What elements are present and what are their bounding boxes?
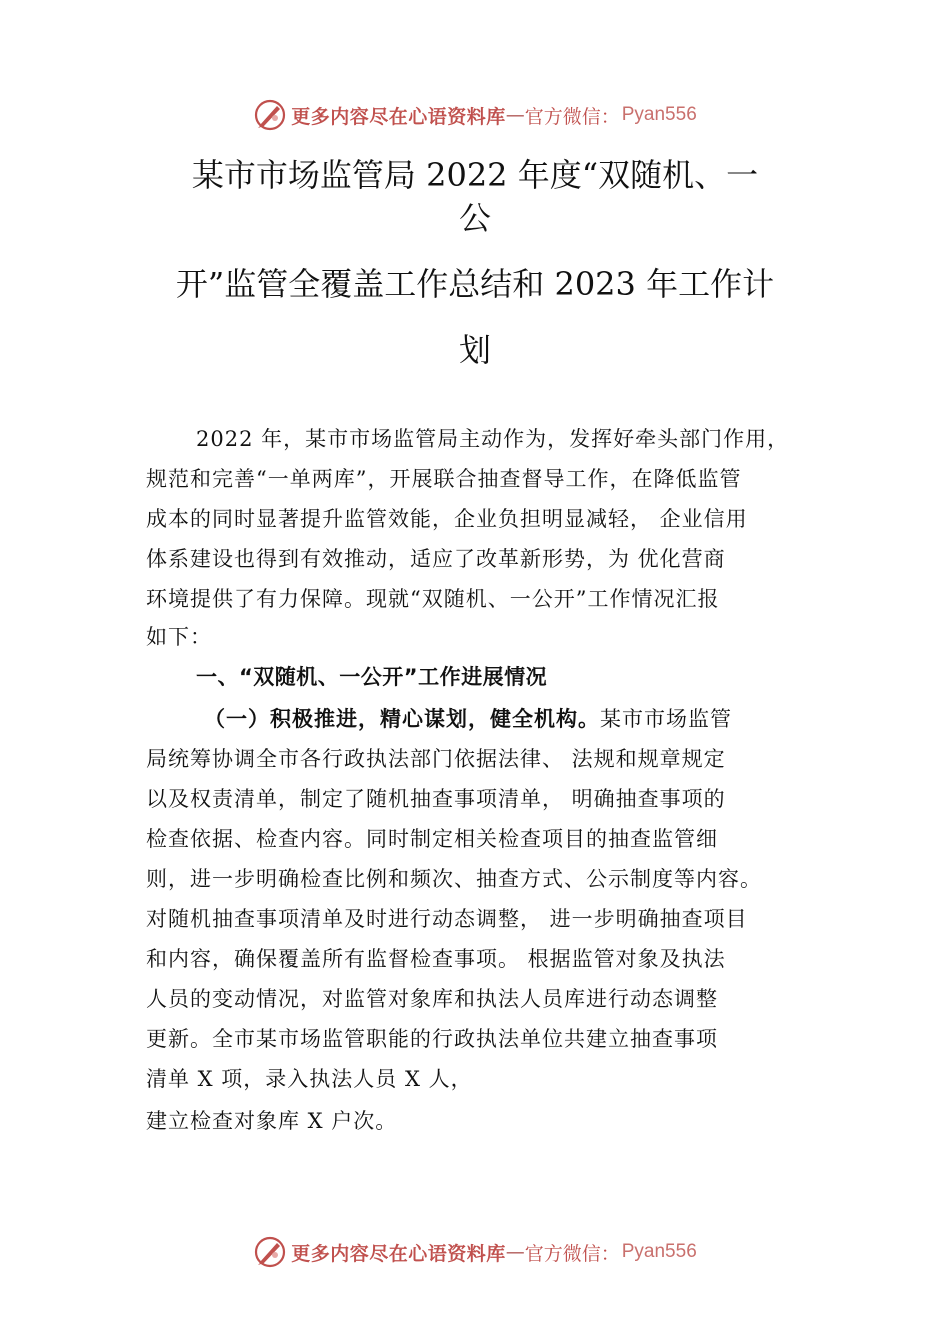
- body-line: 清单 X 项，录入执法人员 X 人，: [146, 1067, 473, 1091]
- subsection-first-line: [204, 704, 732, 734]
- body-line: 局统筹协调全市各行政执法部门依据法律、 法规和规章规定: [146, 747, 726, 771]
- body-line: 以及权责清单，制定了随机抽查事项清单， 明确抽查事项的: [146, 787, 726, 811]
- body-line: 更新。全市某市场监管职能的行政执法单位共建立抽查事项: [146, 1027, 718, 1051]
- watermark-separator: —: [505, 104, 525, 126]
- body-line: 对随机抽查事项清单及时进行动态调整， 进一步明确抽查项目: [146, 907, 748, 931]
- body-line: 建立检查对象库 X 户次。: [146, 1109, 398, 1133]
- pen-logo-icon: [253, 98, 287, 132]
- footer-watermark: [0, 1232, 950, 1272]
- pen-logo-icon: [253, 1235, 287, 1269]
- watermark-contact-id: Pyan556: [621, 1241, 697, 1262]
- intro-line: 成本的同时显著提升监管效能，企业负担明显减轻， 企业信用: [146, 507, 748, 531]
- intro-line: 体系建设也得到有效推动，适应了改革新形势，为 优化营商: [146, 547, 726, 571]
- watermark-site-text: 更多内容尽在心语资料库: [291, 1242, 506, 1265]
- header-watermark: [0, 95, 950, 135]
- section-heading: 一、“双随机、一公开”工作进展情况: [196, 665, 548, 689]
- document-title-line-4: 划: [458, 331, 491, 369]
- document-title-line-3: 开”监管全覆盖工作总结和 2023 年工作计: [175, 265, 775, 303]
- watermark-contact-id: Pyan556: [621, 104, 697, 125]
- intro-line: 如下：: [146, 625, 212, 649]
- body-line: 则，进一步明确检查比例和频次、抽查方式、公示制度等内容。: [146, 867, 762, 891]
- intro-line: 2022 年，某市市场监管局主动作为，发挥好牵头部门作用，: [196, 427, 790, 451]
- watermark-contact-label: 官方微信：: [524, 105, 620, 128]
- subsection-lead-rest: 某市市场监管: [600, 707, 732, 731]
- intro-line: 规范和完善“一单两库”，开展联合抽查督导工作，在降低监管: [146, 467, 742, 491]
- body-line: 检查依据、检查内容。同时制定相关检查项目的抽查监管细: [146, 827, 718, 851]
- document-title-line-1: 某市市场监管局 2022 年度“双随机、一: [191, 156, 759, 194]
- document-title-line-2: 公: [458, 199, 491, 237]
- intro-line: 环境提供了有力保障。现就“双随机、一公开”工作情况汇报: [146, 587, 720, 611]
- watermark-separator: —: [505, 1241, 525, 1263]
- watermark-site-text: 更多内容尽在心语资料库: [291, 105, 506, 128]
- body-line: 和内容，确保覆盖所有监督检查事项。 根据监管对象及执法: [146, 947, 726, 971]
- watermark-contact-label: 官方微信：: [524, 1242, 620, 1265]
- subsection-lead: （一）积极推进，精心谋划，健全机构。: [204, 706, 600, 731]
- body-line: 人员的变动情况，对监管对象库和执法人员库进行动态调整: [146, 987, 718, 1011]
